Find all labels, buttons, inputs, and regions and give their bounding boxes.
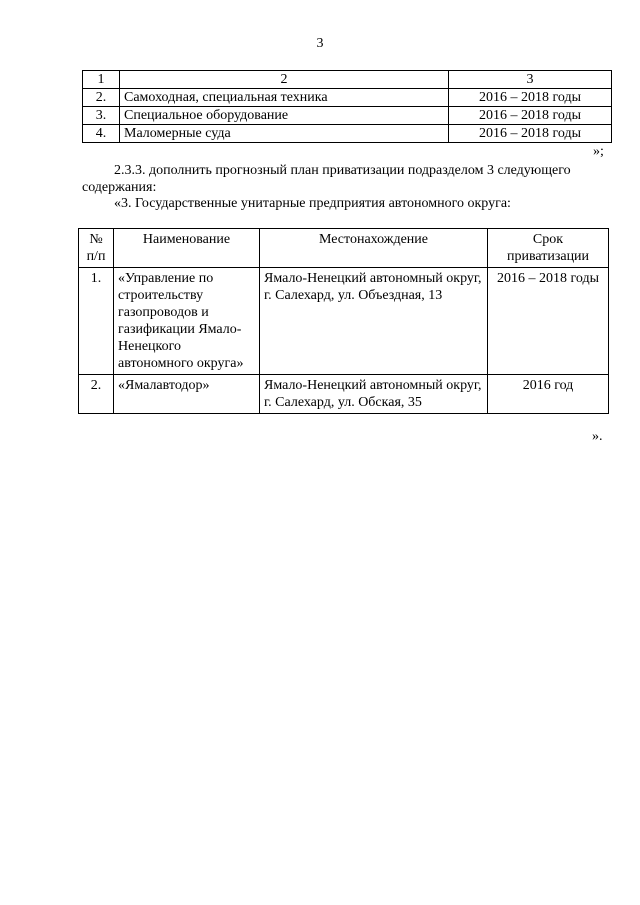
row-name: Специальное оборудование (120, 107, 449, 125)
row-number: 1. (79, 268, 114, 375)
header-number: № п/п (79, 229, 114, 268)
table1-closing-mark: »; (593, 144, 604, 159)
header-name: Наименование (114, 229, 260, 268)
items-table (82, 70, 612, 143)
row-name: Самоходная, специальная техника (120, 89, 449, 107)
row-term: 2016 – 2018 годы (449, 89, 612, 107)
table-header-row (79, 229, 609, 268)
row-number: 3. (83, 107, 120, 125)
header-col-2: 2 (120, 71, 449, 89)
enterprises-table (78, 228, 609, 414)
table-header-row (83, 71, 612, 89)
page-number: 3 (316, 36, 324, 51)
table-row (83, 89, 612, 107)
row-number: 2. (79, 375, 114, 414)
header-term: Срок приватизации (488, 229, 609, 268)
row-name: Маломерные суда (120, 125, 449, 143)
row-term: 2016 – 2018 годы (449, 107, 612, 125)
header-col-3: 3 (449, 71, 612, 89)
row-name: «Управление по строительству газопроводов и газификации Ямало-Ненецкого автономного округа» (114, 268, 260, 375)
row-term: 2016 год (488, 375, 609, 414)
row-term: 2016 – 2018 годы (449, 125, 612, 143)
row-number: 4. (83, 125, 120, 143)
table-row (83, 107, 612, 125)
table-row (83, 125, 612, 143)
table-row (79, 375, 609, 414)
header-location: Местонахождение (260, 229, 488, 268)
row-number: 2. (83, 89, 120, 107)
table2-closing-mark: ». (592, 429, 603, 444)
row-term: 2016 – 2018 годы (488, 268, 609, 375)
row-name: «Ямалавтодор» (114, 375, 260, 414)
row-location: Ямало-Ненецкий автономный округ, г. Салехард, ул. Объездная, 13 (260, 268, 488, 375)
header-col-1: 1 (83, 71, 120, 89)
row-location: Ямало-Ненецкий автономный округ, г. Салехард, ул. Обская, 35 (260, 375, 488, 414)
section-heading: «3. Государственные унитарные предприятия автономного округа: (114, 196, 511, 211)
paragraph-2-3-3: 2.3.3. дополнить прогнозный план приватизации подразделом 3 следующего содержания: (82, 163, 571, 195)
table-row (79, 268, 609, 375)
